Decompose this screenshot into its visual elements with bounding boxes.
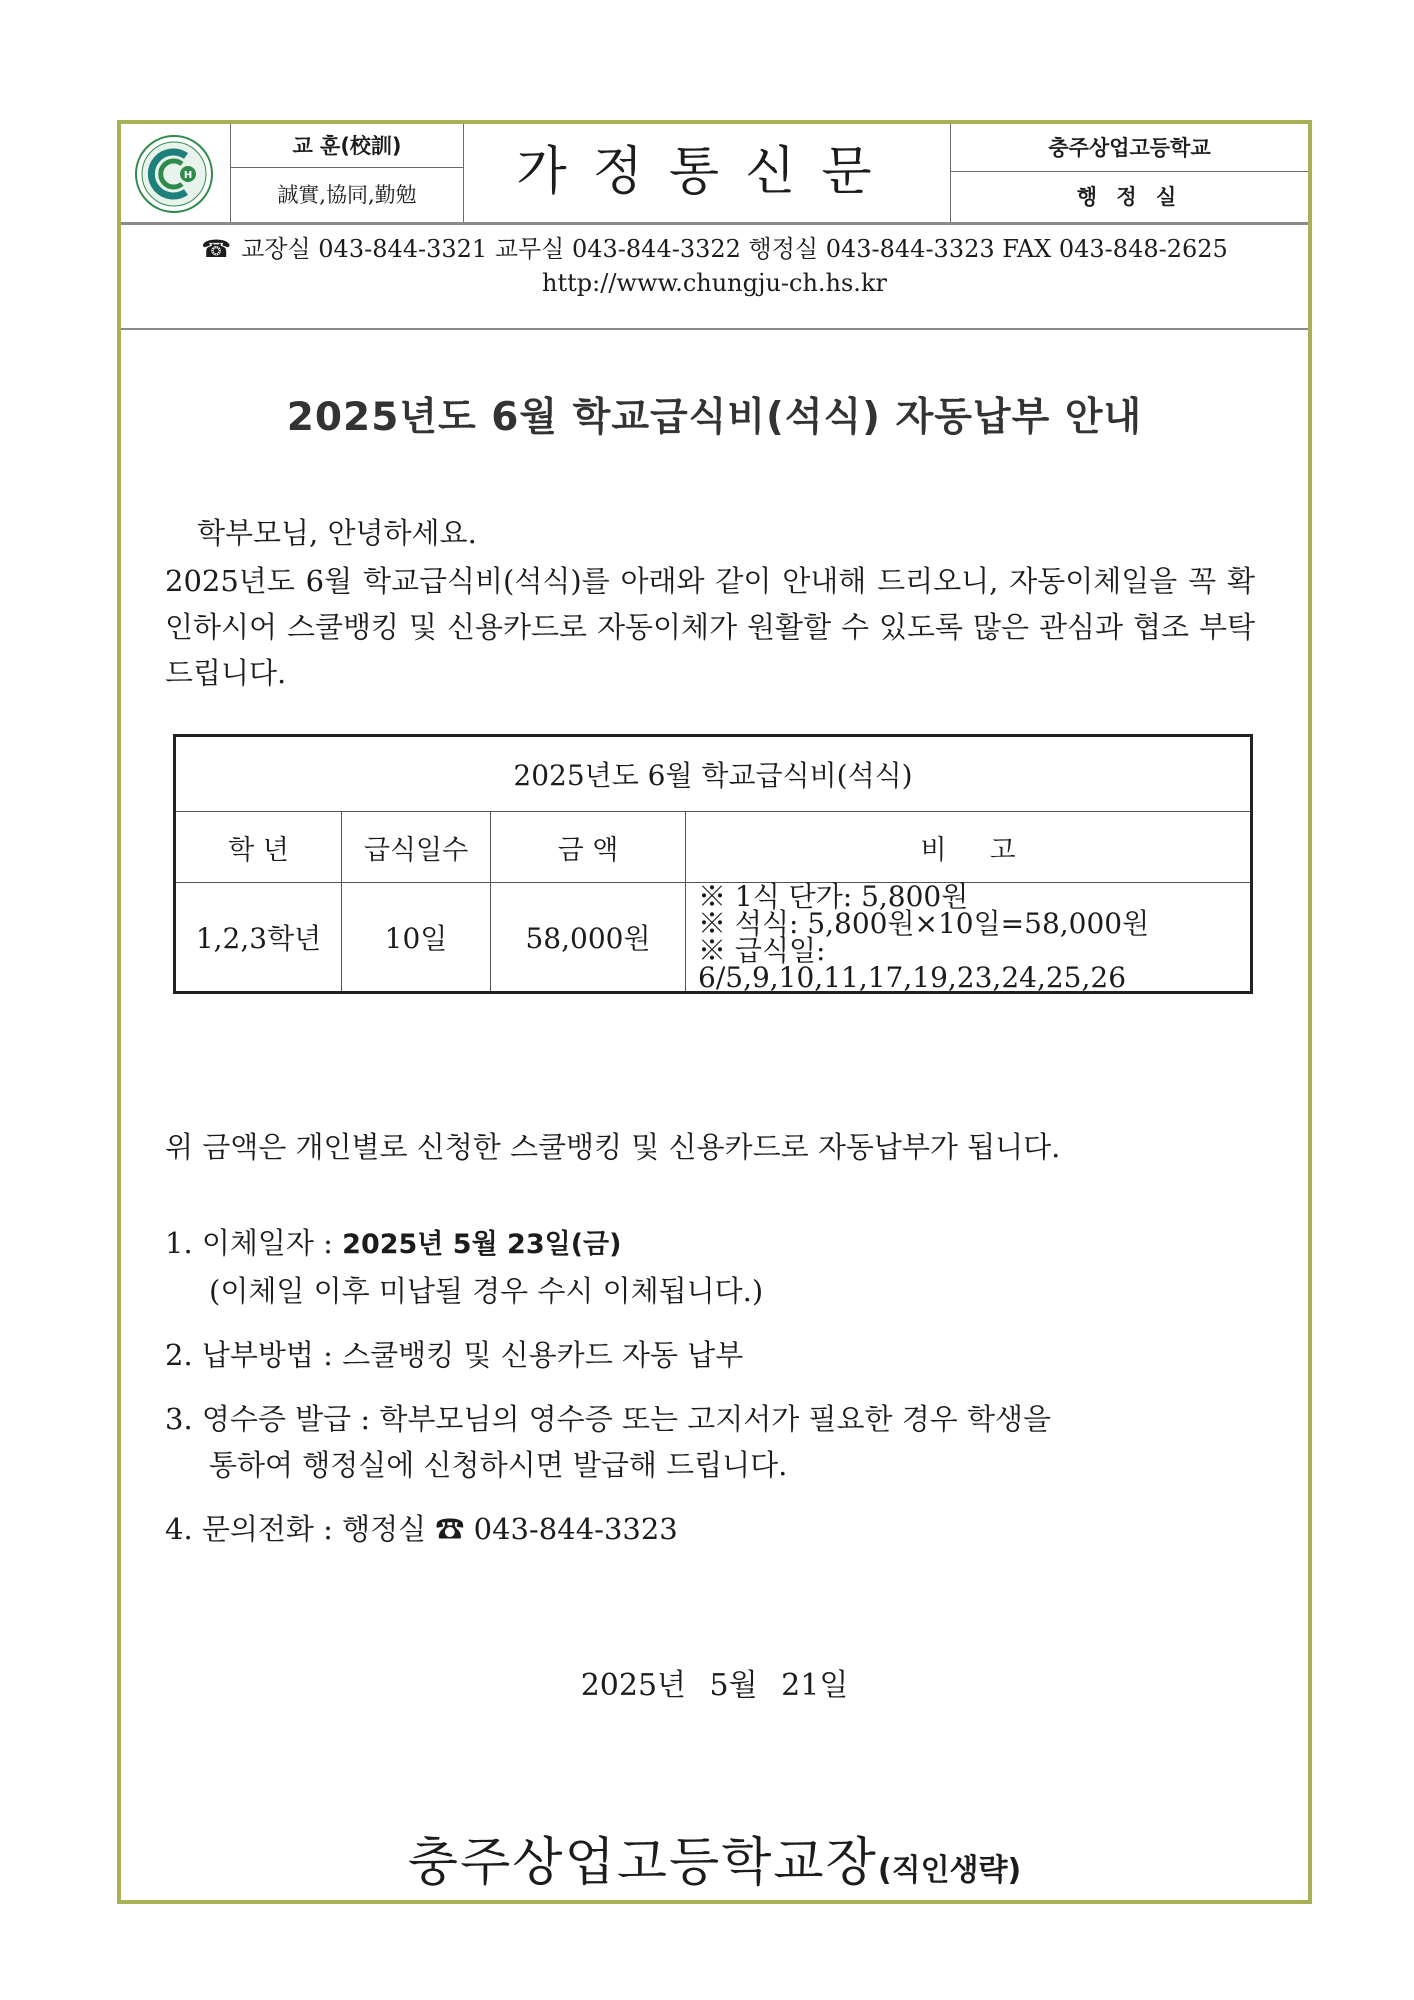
motto-text: 誠實,協同,勤勉	[277, 183, 417, 207]
receipt-line-1: 3. 영수증 발급 : 학부모님의 영수증 또는 고지서가 필요한 경우 학생을	[165, 1402, 1052, 1436]
department-name: 행 정 실	[1076, 185, 1183, 209]
info-list	[165, 1220, 1265, 1570]
header-divider	[121, 222, 1308, 225]
inquiry-label: 4. 문의전화 : 행정실	[165, 1512, 436, 1546]
fee-table-caption: 2025년도 6월 학교급식비(석식)	[175, 736, 1252, 812]
remark-calculation: ※ 석식: 5,800원×10일=58,000원	[698, 907, 1150, 940]
document-title: 2025년도 6월 학교급식비(석식) 자동납부 안내	[286, 395, 1143, 440]
header-amount: 금 액	[491, 812, 686, 883]
seal-note: (직인생략)	[877, 1853, 1022, 1888]
school-url[interactable]: http://www.chungju-ch.hs.kr	[542, 269, 887, 297]
phone-icon: ☎	[201, 235, 232, 263]
newsletter-title: 가정통신문	[464, 124, 951, 222]
remark-unit-price: ※ 1식 단가: 5,800원	[698, 880, 969, 913]
school-cell	[951, 124, 1308, 222]
cell-remarks	[686, 880, 1252, 994]
header-days: 급식일수	[342, 812, 491, 883]
contact-divider	[121, 328, 1308, 330]
cell-grade: 1,2,3학년	[175, 883, 342, 993]
cell-amount: 58,000원	[491, 883, 686, 993]
transfer-date-note: (이체일 이후 미납될 경우 수시 이체됩니다.)	[209, 1274, 764, 1308]
svg-text:H: H	[183, 170, 193, 181]
payment-note: 위 금액은 개인별로 신청한 스쿨뱅킹 및 신용카드로 자동납부가 됩니다.	[165, 1130, 1061, 1164]
list-item: 2. 납부방법 : 스쿨뱅킹 및 신용카드 자동 납부	[165, 1338, 744, 1372]
school-emblem-icon	[134, 134, 214, 214]
list-item	[165, 1506, 1265, 1552]
signature-block	[121, 1820, 1308, 1895]
intro-paragraph: 2025년도 6월 학교급식비(석식)를 아래와 같이 안내해 드리오니, 자동이체일을 꼭 확인하시어 스쿨뱅킹 및 신용카드로 자동이체가 원활할 수 있도록 많은 관심과 협조 부탁드립니다.	[165, 564, 1255, 690]
inquiry-phone[interactable]: 043-844-3323	[464, 1512, 678, 1546]
phone-icon: ☎	[435, 1512, 465, 1546]
school-name: 충주상업고등학교	[951, 124, 1308, 172]
motto-title: 교 훈(校訓)	[231, 124, 463, 168]
greeting-text: 학부모님, 안녕하세요.	[197, 516, 477, 550]
fee-table	[173, 734, 1253, 994]
contact-info	[121, 232, 1308, 300]
list-item	[165, 1220, 1265, 1314]
transfer-date-value: 2025년 5월 23일(금)	[342, 1229, 622, 1260]
transfer-date-label: 1. 이체일자 :	[165, 1226, 343, 1260]
receipt-line-2: 통하여 행정실에 신청하시면 발급해 드립니다.	[209, 1448, 788, 1482]
header-grade: 학 년	[175, 812, 342, 883]
table-row	[175, 883, 1252, 993]
remark-meal-dates: ※ 급식일: 6/5,9,10,11,17,19,23,24,25,26	[698, 934, 1127, 994]
motto-cell	[231, 124, 464, 222]
header-remarks: 비 고	[686, 812, 1252, 883]
issue-date: 2025년 5월 21일	[580, 1668, 849, 1703]
principal-title: 충주상업고등학교장	[407, 1833, 878, 1893]
document-frame	[117, 120, 1312, 1904]
contact-line: 교장실 043-844-3321 교무실 043-844-3322 행정실 043-844-3323 FAX 043-848-2625	[241, 235, 1228, 263]
logo-cell	[121, 124, 231, 222]
cell-days: 10일	[342, 883, 491, 993]
newsletter-header	[121, 124, 1308, 222]
list-item	[165, 1396, 1265, 1488]
